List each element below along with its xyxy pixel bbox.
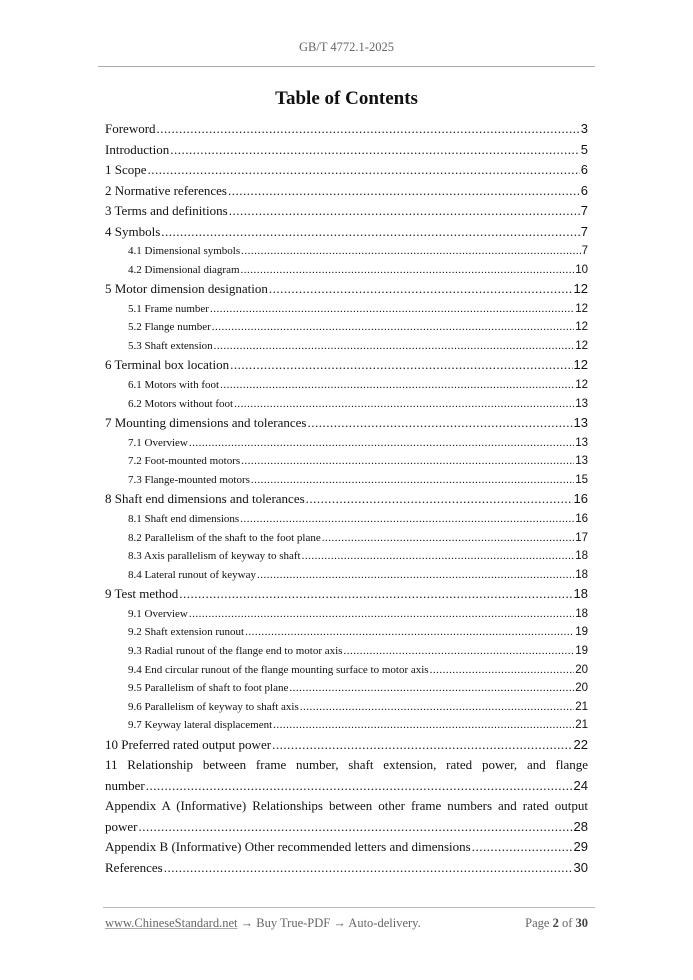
leader-dots xyxy=(300,698,574,717)
toc-entry-page: 12 xyxy=(573,281,588,297)
leader-dots xyxy=(148,160,580,181)
toc-entry-label: 9.5 Parallelism of shaft to foot plane xyxy=(128,682,289,695)
toc-entry-label: 6.1 Motors with foot xyxy=(128,378,220,391)
toc-entry-page: 12 xyxy=(573,357,588,373)
leader-dots xyxy=(157,119,580,140)
leader-dots xyxy=(289,679,574,698)
toc-entry-label: 9.7 Keyway lateral displacement xyxy=(128,719,273,732)
toc-subentry[interactable] xyxy=(105,716,588,735)
toc-entry-label: 8.3 Axis parallelism of keyway to shaft xyxy=(128,550,301,563)
toc-entry-label: 8.2 Parallelism of the shaft to the foot plane xyxy=(128,531,321,544)
toc-entry-label: References xyxy=(105,859,163,875)
toc-entry-page: 10 xyxy=(575,263,588,276)
toc-entry-normative-references[interactable] xyxy=(105,181,588,202)
toc-entry-label: 4 Symbols xyxy=(105,223,161,239)
toc-entry-page: 20 xyxy=(575,663,588,676)
toc-entry-page: 19 xyxy=(575,626,588,639)
toc-subentry[interactable] xyxy=(105,566,588,585)
toc-subentry[interactable] xyxy=(105,242,588,261)
toc-entry-preferred-rated-power[interactable] xyxy=(105,735,588,756)
toc-entry-page: 17 xyxy=(575,531,588,544)
toc-entry-label: 4.1 Dimensional symbols xyxy=(128,245,241,257)
leader-dots xyxy=(234,395,574,414)
leader-dots xyxy=(472,837,573,858)
toc-entry-page: 7 xyxy=(580,223,588,239)
toc-entry-terms[interactable] xyxy=(105,201,588,222)
leader-dots xyxy=(179,584,572,605)
leader-dots xyxy=(164,858,573,879)
toc-entry-page: 13 xyxy=(573,415,588,431)
toc-entry-label: 3 Terms and definitions xyxy=(105,203,228,218)
toc-entry-shaft-end[interactable] xyxy=(105,489,588,510)
toc-entry-label: Foreword xyxy=(105,121,156,136)
toc-subentry[interactable] xyxy=(105,337,588,356)
toc-entry-page: 30 xyxy=(573,859,588,875)
toc-entry-page: 24 xyxy=(573,777,588,793)
toc-subentry[interactable] xyxy=(105,547,588,566)
page-title: Table of Contents xyxy=(275,88,418,109)
toc-entry-label: 1 Scope xyxy=(105,162,147,177)
leader-dots xyxy=(306,489,573,510)
toc-entry-references[interactable] xyxy=(105,858,588,879)
toc-entry-page: 28 xyxy=(573,818,588,834)
leader-dots xyxy=(220,376,574,395)
toc-entry-page: 18 xyxy=(575,607,588,620)
toc-entry-test-method[interactable] xyxy=(105,584,588,605)
toc-entry-label: 5.3 Shaft extension xyxy=(128,339,213,352)
toc-entry-foreword[interactable] xyxy=(105,119,588,140)
toc-entry-relationship[interactable] xyxy=(105,755,588,796)
toc-subentry[interactable] xyxy=(105,452,588,471)
toc-entry-label: 6 Terminal box location xyxy=(105,357,230,373)
toc-subentry[interactable] xyxy=(105,642,588,661)
promo-text: → Buy True-PDF → Auto-delivery. xyxy=(237,916,421,930)
toc-entry-page: 6 xyxy=(580,182,588,198)
toc-entry-label: 8.4 Lateral runout of keyway xyxy=(128,568,256,581)
leader-dots xyxy=(272,735,572,756)
toc-entry-label: 5.2 Flange number xyxy=(128,321,211,334)
toc-entry-page: 18 xyxy=(575,550,588,563)
leader-dots xyxy=(228,181,580,202)
toc-subentry[interactable] xyxy=(105,395,588,414)
toc-subentry[interactable] xyxy=(105,434,588,453)
toc-entry-label: 9.2 Shaft extension runout xyxy=(128,626,245,639)
current-page: 2 xyxy=(552,916,559,930)
header-divider xyxy=(98,66,595,67)
toc-subentry[interactable] xyxy=(105,376,588,395)
toc-entry-page: 13 xyxy=(575,436,588,449)
leader-dots xyxy=(210,300,574,319)
toc-entry-label: Introduction xyxy=(105,141,170,157)
toc-entry-page: 7 xyxy=(580,203,588,218)
leader-dots xyxy=(212,318,574,337)
table-of-contents xyxy=(105,119,588,878)
leader-dots xyxy=(146,776,573,797)
toc-entry-page: 18 xyxy=(575,568,588,581)
toc-subentry[interactable] xyxy=(105,471,588,490)
toc-entry-mounting-dimensions[interactable] xyxy=(105,413,588,434)
leader-dots xyxy=(251,471,574,490)
toc-entry-introduction[interactable] xyxy=(105,140,588,161)
footer-promo xyxy=(105,916,421,931)
toc-entry-label: 9.4 End circular runout of the flange mounting surface to motor axis xyxy=(128,663,429,676)
toc-entry-label: 7 Mounting dimensions and tolerances xyxy=(105,415,307,431)
toc-entry-page: 15 xyxy=(575,473,588,486)
leader-dots xyxy=(273,716,574,735)
leader-dots xyxy=(229,201,580,222)
toc-subentry[interactable] xyxy=(105,529,588,548)
leader-dots xyxy=(343,642,574,661)
leader-dots xyxy=(241,452,574,471)
toc-entry-label: 7.2 Foot-mounted motors xyxy=(128,455,241,468)
leader-dots xyxy=(214,337,575,356)
toc-entry-page: 5 xyxy=(580,141,588,157)
toc-entry-page: 29 xyxy=(573,839,588,855)
toc-entry-page: 13 xyxy=(575,397,588,410)
toc-entry-page: 21 xyxy=(575,700,588,713)
toc-entry-label-line1: 11 Relationship between frame number, shaft extension, rated power, and flange xyxy=(105,757,588,773)
toc-subentry[interactable] xyxy=(105,661,588,680)
toc-entry-label: 4.2 Dimensional diagram xyxy=(128,263,240,276)
toc-entry-page: 21 xyxy=(575,719,588,732)
toc-entry-label: 7.3 Flange-mounted motors xyxy=(128,473,250,486)
leader-dots xyxy=(139,817,573,838)
toc-entry-label: 8 Shaft end dimensions and tolerances xyxy=(105,491,305,507)
leader-dots xyxy=(430,661,575,680)
toc-entry-label: 9.3 Radial runout of the flange end to motor axis xyxy=(128,645,343,657)
toc-subentry[interactable] xyxy=(105,261,588,280)
page-indicator: Page 2 of 30 xyxy=(525,916,588,930)
footer-divider xyxy=(103,907,595,908)
toc-entry-label: 5 Motor dimension designation xyxy=(105,281,268,297)
toc-entry-label: 6.2 Motors without foot xyxy=(128,397,234,410)
toc-entry-page: 20 xyxy=(575,682,588,695)
toc-entry-page: 19 xyxy=(575,645,588,657)
leader-dots xyxy=(170,140,580,161)
website-link[interactable]: www.ChineseStandard.net xyxy=(105,916,238,930)
page-footer xyxy=(105,916,588,931)
toc-entry-label-line1: Appendix A (Informative) Relationships between other frame numbers and rated output xyxy=(105,798,588,814)
toc-entry-appendix-a[interactable] xyxy=(105,796,588,837)
toc-entry-label: 2 Normative references xyxy=(105,182,227,198)
toc-subentry[interactable] xyxy=(105,318,588,337)
toc-entry-label: 9.6 Parallelism of keyway to shaft axis xyxy=(128,700,299,713)
leader-dots xyxy=(230,355,572,376)
toc-subentry[interactable] xyxy=(105,623,588,642)
leader-dots xyxy=(269,279,573,300)
toc-subentry[interactable] xyxy=(105,698,588,717)
toc-entry-page: 12 xyxy=(575,378,588,391)
toc-entry-label: 9 Test method xyxy=(105,586,179,602)
toc-entry-page: 12 xyxy=(575,321,588,334)
toc-entry-page: 16 xyxy=(575,512,588,525)
toc-entry-label: 10 Preferred rated output power xyxy=(105,736,272,752)
running-header: GB/T 4772.1-2025 xyxy=(299,40,394,54)
leader-dots xyxy=(241,242,580,261)
leader-dots xyxy=(161,222,580,243)
toc-entry-label-line2: number xyxy=(105,777,145,793)
leader-dots xyxy=(322,529,574,548)
toc-entry-scope[interactable] xyxy=(105,160,588,181)
toc-entry-label: 8.1 Shaft end dimensions xyxy=(128,512,240,525)
toc-entry-page: 18 xyxy=(573,586,588,602)
toc-subentry[interactable] xyxy=(105,679,588,698)
toc-entry-symbols[interactable] xyxy=(105,222,588,243)
toc-entry-page: 12 xyxy=(575,302,588,315)
toc-entry-page: 7 xyxy=(581,245,588,257)
leader-dots xyxy=(302,547,575,566)
toc-entry-label-line2: power xyxy=(105,818,138,834)
leader-dots xyxy=(245,623,574,642)
toc-subentry[interactable] xyxy=(105,300,588,319)
toc-entry-page: 16 xyxy=(573,491,588,507)
toc-entry-page: 22 xyxy=(573,736,588,752)
toc-entry-page: 3 xyxy=(580,121,588,136)
toc-entry-label: 5.1 Frame number xyxy=(128,302,209,315)
toc-entry-page: 6 xyxy=(580,162,588,177)
toc-subentry[interactable] xyxy=(105,605,588,624)
toc-entry-terminal-box[interactable] xyxy=(105,355,588,376)
toc-entry-appendix-b[interactable] xyxy=(105,837,588,858)
leader-dots xyxy=(241,261,575,280)
toc-entry-page: 13 xyxy=(575,455,588,468)
toc-subentry[interactable] xyxy=(105,510,588,529)
toc-entry-label: 9.1 Overview xyxy=(128,607,188,620)
total-pages: 30 xyxy=(575,916,588,930)
leader-dots xyxy=(307,413,572,434)
toc-entry-motor-dimension-designation[interactable] xyxy=(105,279,588,300)
leader-dots xyxy=(189,434,574,453)
leader-dots xyxy=(240,510,574,529)
leader-dots xyxy=(257,566,574,585)
leader-dots xyxy=(189,605,574,624)
toc-entry-page: 12 xyxy=(575,339,588,352)
toc-entry-label: Appendix B (Informative) Other recommended letters and dimensions xyxy=(105,839,471,855)
toc-entry-label: 7.1 Overview xyxy=(128,436,188,449)
